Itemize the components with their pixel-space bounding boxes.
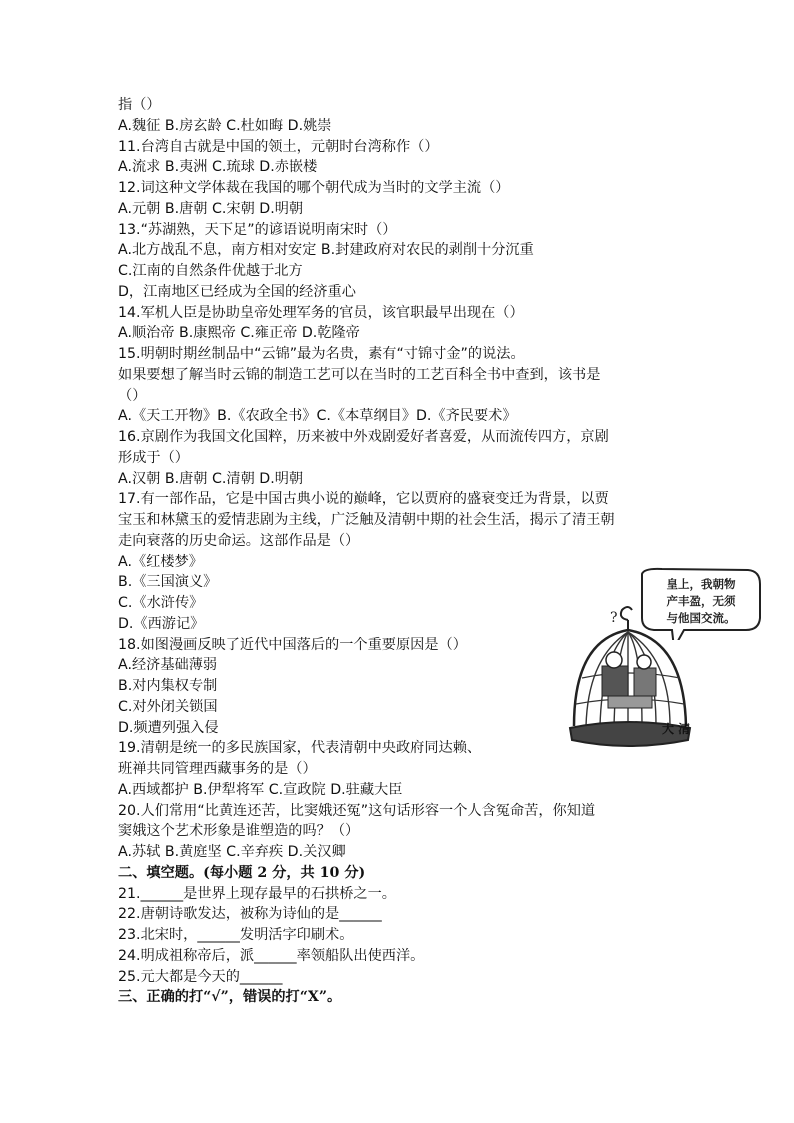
- speech-line: 与他国交流。: [666, 611, 736, 625]
- text-line: D.《西游记》: [118, 615, 205, 632]
- text-line: 宝玉和林黛玉的爱情悲剧为主线，广泛触及清朝中期的社会生活，揭示了清王朝: [118, 512, 615, 528]
- text-line: A.西域都护 B.伊犁将军 C.宣政院 D.驻藏大臣: [118, 781, 403, 798]
- text-line: A.顺治帝 B.康熙帝 C.雍正帝 D.乾隆帝: [118, 325, 360, 342]
- text-line: D，江南地区已经成为全国的经济重心: [118, 283, 356, 300]
- text-line: 23.北宋时，______发明活字印刷术。: [118, 927, 354, 943]
- text-line: A.魏征 B.房玄龄 C.杜如晦 D.姚崇: [118, 117, 332, 134]
- text-line: A.汉朝 B.唐朝 C.清朝 D.明朝: [118, 470, 304, 487]
- svg-text:?: ?: [610, 610, 618, 626]
- text-line: 25.元大都是今天的______: [118, 968, 283, 985]
- text-line: 指（）: [118, 97, 161, 113]
- exam-text: [118, 95, 691, 1008]
- text-line: 13.“苏湖熟，天下足”的谚语说明南宋时（）: [118, 221, 397, 238]
- text-line: 如果要想了解当时云锦的制造工艺可以在当时的工艺百科全书中查到，该书是: [118, 366, 601, 383]
- text-line: 14.军机人臣是协助皇帝处理军务的官员，该官职最早出现在（）: [118, 304, 524, 321]
- text-line: 11.台湾自古就是中国的领土，元朝时台湾称作（）: [118, 138, 439, 155]
- text-line: 形成于（）: [118, 449, 189, 466]
- text-line: B.对内集权专制: [118, 678, 218, 694]
- cage-label: 大 清: [662, 722, 691, 736]
- text-line: 班禅共同管理西藏事务的是（）: [118, 761, 317, 777]
- speech-line: 产丰盈，无须: [666, 594, 736, 608]
- text-line: 窦娥这个艺术形象是谁塑造的吗？（）: [118, 823, 360, 840]
- text-line: A.苏轼 B.黄庭坚 C.辛弃疾 D.关汉卿: [118, 844, 346, 860]
- text-line: 19.清朝是统一的多民族国家，代表清朝中央政府同达赖、: [118, 740, 482, 757]
- text-line: （）: [118, 387, 147, 404]
- speech-line: 皇上，我朝物: [666, 577, 736, 591]
- text-line: A.元朝 B.唐朝 C.宋朝 D.明朝: [118, 200, 304, 217]
- text-line: 17.有一部作品，它是中国古典小说的巅峰，它以贾府的盛衰变迁为背景，以贾: [118, 491, 609, 508]
- text-line: A.《天工开物》B.《农政全书》C.《本草纲目》D.《齐民要术》: [118, 408, 517, 425]
- text-line: C.《水浒传》: [118, 595, 204, 611]
- text-line: 走向衰落的历史命运。这部作品是（）: [118, 532, 360, 549]
- text-line: A.北方战乱不息，南方相对安定 B.封建政府对农民的剥削十分沉重: [118, 242, 534, 259]
- text-line: 21.______是世界上现存最早的石拱桥之一。: [118, 885, 396, 902]
- text-line: 15.明朝时期丝制品中“云锦”最为名贵，素有“寸锦寸金”的说法。: [118, 346, 525, 362]
- text-line: 22.唐朝诗歌发达，被称为诗仙的是______: [118, 906, 382, 923]
- text-line: C.对外闭关锁国: [118, 698, 218, 715]
- cartoon-illustration: [562, 566, 770, 758]
- text-line: 24.明成祖称帝后，派______率领船队出使西洋。: [118, 947, 425, 964]
- text-line: 12.词这种文学体裁在我国的哪个朝代成为当时的文学主流（）: [118, 180, 510, 196]
- text-line: A.流求 B.夷洲 C.琉球 D.赤嵌楼: [118, 159, 318, 176]
- section-heading: 三、正确的打“√”，错误的打“X”。: [118, 989, 342, 1006]
- text-line: 18.如图漫画反映了近代中国落后的一个重要原因是（）: [118, 636, 467, 653]
- text-line: A.经济基础薄弱: [118, 657, 218, 674]
- section-heading: 二、填空题。(每小题 2 分，共 10 分): [118, 864, 366, 881]
- text-line: 16.京剧作为我国文化国粹，历来被中外戏剧爱好者喜爱，从而流传四方，京剧: [118, 429, 609, 445]
- text-line: A.《红楼梦》: [118, 553, 203, 570]
- text-line: D.频遭列强入侵: [118, 719, 219, 736]
- text-line: 20.人们常用“比黄连还苦，比窦娥还冤”这句话形容一个人含冤命苦，你知道: [118, 802, 596, 819]
- text-line: C.江南的自然条件优越于北方: [118, 263, 303, 279]
- text-line: B.《三国演义》: [118, 574, 218, 591]
